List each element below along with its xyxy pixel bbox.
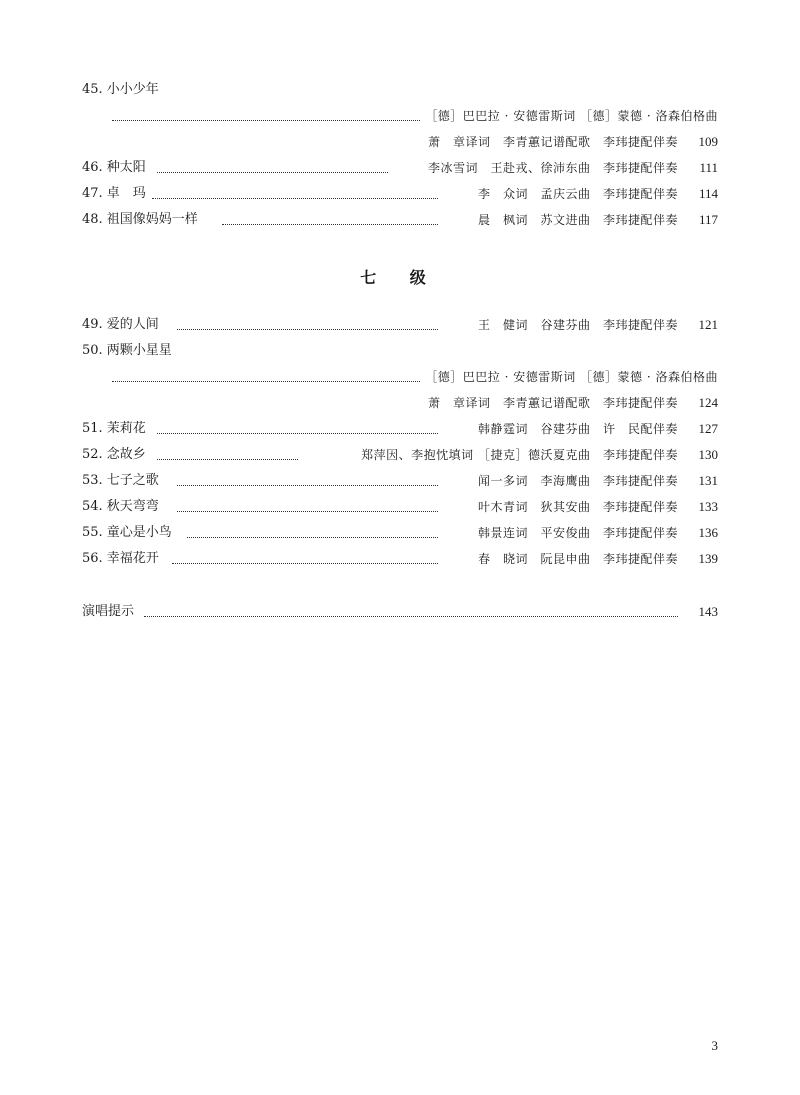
toc-entry-55[interactable] [82,523,718,543]
dot-leader [187,517,438,538]
entry-title: 49. 爱的人间 [82,315,163,335]
page-ref: 127 [698,421,718,436]
dot-leader [112,361,458,382]
entry-credits: 春 晓词 阮昆申曲 李玮捷配伴奏 [474,549,678,569]
page-ref: 133 [698,499,718,514]
entry-title: 48. 祖国像妈妈一样 [82,210,202,230]
entry-credits: 萧 章译词 李青蕙记谱配歌 李玮捷配伴奏 [424,132,678,152]
entry-title: 46. 种太阳 [82,158,150,178]
toc-entry-45-title[interactable] [82,80,718,100]
entry-credits: 晨 枫词 苏文进曲 李玮捷配伴奏 [474,210,678,230]
entry-credits: ［德］巴巴拉 · 安德雷斯词 ［德］蒙德 · 洛森伯格曲 [421,106,718,126]
toc-entry-45-credits [82,106,718,126]
toc-entry-45-credits-2 [82,132,718,152]
dot-leader [222,204,438,225]
section-heading: 七 级 [360,268,440,287]
page-ref: 117 [698,212,718,227]
dot-leader [177,465,438,486]
page-ref: 124 [698,395,718,410]
entry-title: 45. 小小少年 [82,80,163,100]
toc-entry-56[interactable] [82,549,718,569]
toc-entry-singing-tips[interactable] [82,602,718,622]
toc-entry-52[interactable] [82,445,718,465]
entry-title: 55. 童心是小鸟 [82,523,176,543]
toc-entry-50-credits [82,367,718,387]
entry-title: 演唱提示 [82,602,138,622]
toc-entry-54[interactable] [82,497,718,517]
page-ref: 109 [698,134,718,149]
entry-credits: 韩静霆词 谷建芬曲 许 民配伴奏 [474,419,678,439]
entry-credits: 萧 章译词 李青蕙记谱配歌 李玮捷配伴奏 [424,393,678,413]
entry-credits: 李冰雪词 王赴戎、徐沛东曲 李玮捷配伴奏 [424,158,678,178]
page-ref: 130 [698,447,718,462]
entry-credits: 闻一多词 李海鹰曲 李玮捷配伴奏 [474,471,678,491]
page-ref: 143 [698,604,718,619]
dot-leader [144,596,678,617]
dot-leader [157,439,298,460]
entry-title: 53. 七子之歌 [82,471,163,491]
page-ref: 136 [698,525,718,540]
page-ref: 111 [699,160,718,175]
dot-leader [157,152,388,173]
page-ref: 139 [698,551,718,566]
toc-entry-50-title[interactable] [82,341,718,361]
dot-leader [177,491,438,512]
dot-leader [157,413,438,434]
entry-title: 51. 茉莉花 [82,419,150,439]
entry-credits: 王 健词 谷建芬曲 李玮捷配伴奏 [474,315,678,335]
entry-credits: ［德］巴巴拉 · 安德雷斯词 ［德］蒙德 · 洛森伯格曲 [421,367,718,387]
page-ref: 131 [698,473,718,488]
toc-entry-50-credits-2 [82,393,718,413]
entry-title: 50. 两颗小星星 [82,341,176,361]
entry-credits: 郑萍因、李抱忱填词 ［捷克］德沃夏克曲 李玮捷配伴奏 [357,445,678,465]
page-ref: 114 [698,186,718,201]
page-ref: 121 [698,317,718,332]
entry-credits: 韩景连词 平安俊曲 李玮捷配伴奏 [474,523,678,543]
dot-leader [112,100,458,121]
dot-leader [172,543,438,564]
toc-entry-53[interactable] [82,471,718,491]
page-number: 3 [711,1038,718,1053]
toc-entry-51[interactable] [82,419,718,439]
dot-leader [152,178,438,199]
entry-title: 56. 幸福花开 [82,549,163,569]
toc-entry-49[interactable] [82,315,718,335]
entry-title: 52. 念故乡 [82,445,150,465]
entry-title: 54. 秋天弯弯 [82,497,163,517]
dot-leader [177,309,438,330]
toc-entry-47[interactable] [82,184,718,204]
entry-credits: 李 众词 孟庆云曲 李玮捷配伴奏 [474,184,678,204]
toc-entry-46[interactable] [82,158,718,178]
entry-title: 47. 卓 玛 [82,184,150,204]
toc-entry-48[interactable] [82,210,718,230]
entry-credits: 叶木青词 狄其安曲 李玮捷配伴奏 [474,497,678,517]
